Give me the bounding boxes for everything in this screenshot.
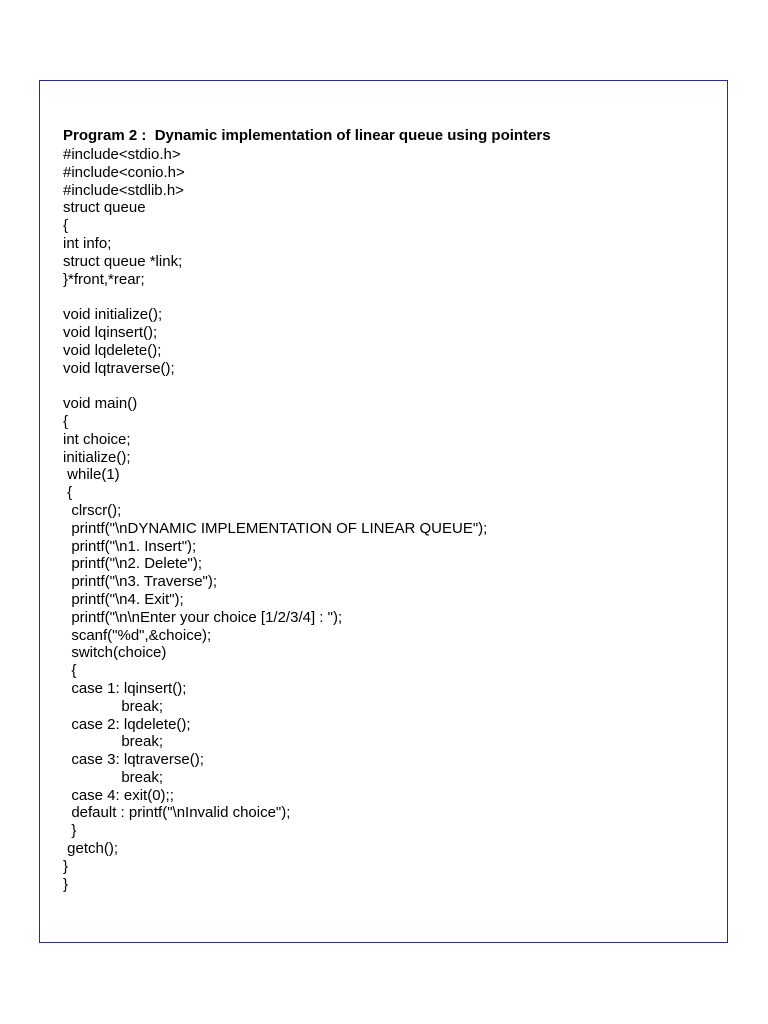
code-line: int info;: [63, 234, 112, 252]
code-line: void initialize();: [63, 306, 163, 324]
code-line: case 1: lqinsert();: [63, 679, 187, 697]
code-line: switch(choice): [63, 644, 167, 662]
code-line: [63, 377, 487, 395]
code-line: case 3: lqtraverse();: [63, 751, 204, 769]
code-line: #include<conio.h>: [63, 163, 185, 181]
code-line: [63, 288, 487, 306]
code-line: }: [63, 875, 69, 893]
code-line: scanf("%d",&choice);: [63, 626, 212, 644]
code-line: clrscr();: [63, 501, 122, 519]
code-line: }: [63, 857, 69, 875]
code-line: {: [63, 217, 69, 235]
code-line: while(1): [63, 466, 120, 484]
code-line: {: [63, 662, 77, 680]
code-line: printf("\n3. Traverse");: [63, 573, 218, 591]
code-line: case 2: lqdelete();: [63, 715, 191, 733]
code-line: break;: [63, 697, 164, 715]
code-line: void lqdelete();: [63, 341, 162, 359]
code-line: void main(): [63, 395, 138, 413]
code-block: [63, 146, 487, 893]
code-line: struct queue: [63, 199, 146, 217]
code-line: void lqinsert();: [63, 323, 158, 341]
code-line: initialize();: [63, 448, 131, 466]
code-line: printf("\nDYNAMIC IMPLEMENTATION OF LINEAR QUEUE");: [63, 519, 488, 537]
code-line: getch();: [63, 840, 119, 858]
code-line: }*front,*rear;: [63, 270, 145, 288]
code-line: break;: [63, 733, 164, 751]
code-line: void lqtraverse();: [63, 359, 175, 377]
code-line: struct queue *link;: [63, 252, 183, 270]
code-line: #include<stdio.h>: [63, 146, 181, 163]
code-line: printf("\n2. Delete");: [63, 555, 203, 573]
code-line: break;: [63, 768, 164, 786]
code-line: }: [63, 822, 77, 840]
code-line: printf("\n4. Exit");: [63, 590, 184, 608]
code-line: {: [63, 484, 73, 502]
program-title: Program 2 : Dynamic implementation of linear queue using pointers: [63, 127, 551, 144]
code-line: case 4: exit(0);;: [63, 786, 174, 804]
code-line: printf("\n1. Insert");: [63, 537, 197, 555]
code-line: int choice;: [63, 430, 131, 448]
code-line: printf("\n\nEnter your choice [1/2/3/4] : ");: [63, 608, 343, 626]
code-line: {: [63, 412, 69, 430]
code-line: default : printf("\nInvalid choice");: [63, 804, 291, 822]
code-line: #include<stdlib.h>: [63, 181, 184, 199]
